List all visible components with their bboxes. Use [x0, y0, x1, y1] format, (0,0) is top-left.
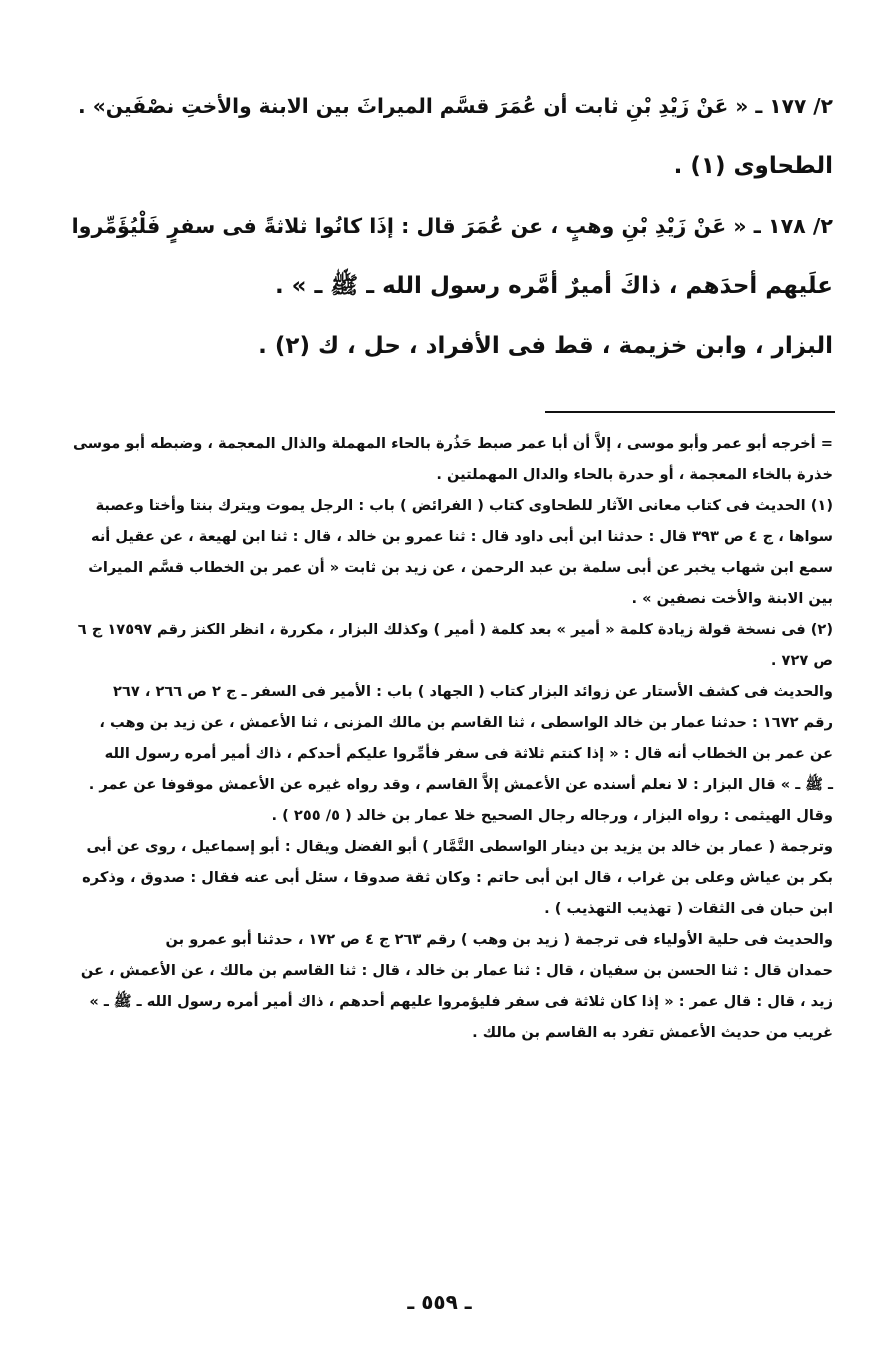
footnote-line: = أخرجه أبو عمر وأبو موسى ، إلاَّ أن أبا عمر صبط حَذُرة بالحاء المهملة والذال المعجمة ، وضبطه أبو موسى — [73, 435, 833, 452]
footnote-hilya-paragraph — [68, 924, 833, 1048]
footnote-line: بين الابنة والأخت نصفين » . — [631, 590, 833, 607]
footnote-line: والحديث فى كشف الأستار عن زوائد البزار كتاب ( الجهاد ) باب : الأمير فى السفر ـ ج ٢ ص ٢٦٦ ، ٢٦٧ — [113, 683, 833, 700]
footnote-line: (٢) فى نسخة قولة زيادة كلمة « أمير » بعد كلمة ( أمير ) وكذلك البزار ، مكررة ، انظر الكنز رقم ١٧٥٩٧ ج ٦ — [77, 621, 833, 638]
footnote-line: وترجمة ( عمار بن خالد بن يزيد بن دينار الواسطى التَّمَّار ) أبو الفضل ويقال : أبو إسماعيل ، روى عن أبى — [86, 838, 833, 855]
hadith-178-line-2: علَيهم أحدَهم ، ذاكَ أميرٌ أمَّره رسول الله ـ ﷺ ـ » . — [274, 273, 833, 299]
footnote-bazzar-paragraph — [68, 676, 833, 800]
hadith-177-line: ٢/ ١٧٧ ـ « عَنْ زَيْدِ بْنِ ثابت أن عُمَرَ قسَّم الميراثَ بين الابنة والأختِ نصْفَين» . — [78, 94, 833, 118]
footnote-haythami-paragraph — [68, 800, 833, 831]
footnote-line: خذرة بالخاء المعجمة ، أو حدرة بالحاء والدال المهملتين . — [436, 466, 833, 483]
footnote-line: حمدان قال : ثنا الحسن بن سفيان ، قال : ثنا عمار بن خالد ، قال : ثنا القاسم بن مالك ، عن الأعمش ، عن — [80, 962, 833, 979]
hadith-177-source: الطحاوى (١) . — [673, 153, 833, 179]
footnote-2 — [68, 614, 833, 676]
footnote-line: غريب من حديث الأعمش تفرد به القاسم بن مالك . — [472, 1024, 833, 1041]
main-hadith-text — [70, 76, 833, 376]
footnote-line: ابن حبان فى الثقات ( تهذيب التهذيب ) . — [544, 900, 833, 917]
hadith-178-source: البزار ، وابن خزيمة ، قط فى الأفراد ، حل ، ك (٢) . — [258, 333, 833, 359]
footnote-line: رقم ١٦٧٢ : حدثنا عمار بن خالد الواسطى ، ثنا القاسم بن مالك المزنى ، ثنا الأعمش ، عن زيد بن وهب ، — [99, 714, 833, 731]
footnote-line: ص ٧٢٧ . — [770, 652, 833, 669]
footnote-line: وقال الهيثمى : رواه البزار ، ورجاله رجال الصحيح خلا عمار بن خالد ( ٥/ ٢٥٥ ) . — [271, 807, 833, 824]
footnote-tarjama-paragraph — [68, 831, 833, 924]
page-number: ـ ٥٥٩ ـ — [407, 1290, 472, 1314]
footnote-line: عن عمر بن الخطاب أنه قال : « إذا كنتم ثلاثة فى سفر فأمِّروا عليكم أحدكم ، ذاك أمير أمره رسول الله — [104, 745, 833, 762]
footnotes-section — [68, 428, 833, 1048]
footnote-line: بكر بن عياش وعلى بن غراب ، قال ابن أبى حاتم : وكان ثقة صدوقا ، سئل أبى عنه فقال : صدوق ، وذكره — [82, 869, 833, 886]
footnote-line: سمع ابن شهاب يخبر عن أبى سلمة بن عبد الرحمن ، عن زيد بن ثابت « أن عمر بن الخطاب قسَّم الميراث — [88, 559, 833, 576]
footnote-line: سواها ، ج ٤ ص ٣٩٣ قال : حدثنا ابن أبى داود قال : ثنا عمرو بن خالد ، قال : ثنا ابن لهيعة ، عن عقيل أنه — [90, 528, 833, 545]
footnote-1 — [68, 490, 833, 614]
footnote-continuation — [68, 428, 833, 490]
footnote-line: ـ ﷺ ـ » قال البزار : لا نعلم أسنده عن الأعمش إلاَّ القاسم ، وقد رواه غيره عن الأعمش موقوفا عن عمر . — [88, 776, 833, 793]
footnote-line: (١) الحديث فى كتاب معانى الآثار للطحاوى كتاب ( الفرائض ) باب : الرجل يموت ويترك بنتا وأختا وعصبة — [95, 497, 833, 514]
footnote-line: زيد ، قال : قال عمر : « إذا كان ثلاثة فى سفر فليؤمروا عليهم أحدهم ، ذاك أمير أمره رسول الله ـ ﷺ ـ » — [89, 993, 833, 1010]
footnote-line: والحديث فى حلية الأولياء فى ترجمة ( زيد بن وهب ) رقم ٢٦٣ ج ٤ ص ١٧٢ ، حدثنا أبو عمرو بن — [165, 931, 833, 948]
hadith-178-line-1: ٢/ ١٧٨ ـ « عَنْ زَيْدِ بْنِ وهبٍ ، عن عُمَرَ قال : إذَا كانُوا ثلاثةً فى سفرٍ فَلْيُؤَمِّروا — [71, 214, 833, 238]
footnote-divider — [545, 411, 835, 413]
